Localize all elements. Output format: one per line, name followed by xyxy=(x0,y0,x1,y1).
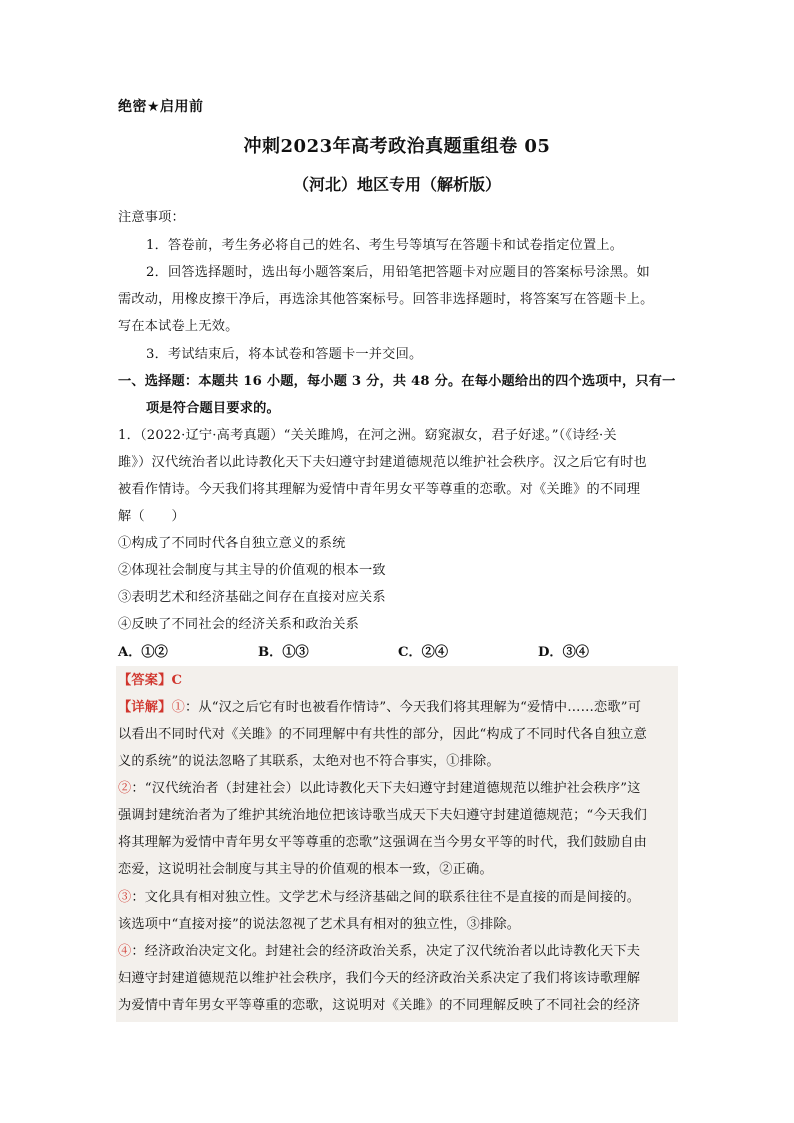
detail-paragraph-4-line-2: 妇遵守封建道德规范以维护社会秩序，我们今天的经济政治关系决定了我们将该诗歌理解 xyxy=(118,971,641,986)
statement-1: ①构成了不同时代各自独立意义的系统 xyxy=(118,536,346,551)
notice-item-2-line-2: 需改动，用橡皮擦干净后，再选涂其他答案标号。回答非选择题时，将答案写在答题卡上。 xyxy=(118,292,654,307)
detail-paragraph-3-line-1: ③：文化具有相对独立性。文学艺术与经济基础之间的联系往往不是直接的而是间接的。 xyxy=(118,890,641,905)
statement-4: ④反映了不同社会的经济关系和政治关系 xyxy=(118,617,359,632)
detail-paragraph-3-line-2: 该选项中“直接对接”的说法忽视了艺术具有相对的独立性，③排除。 xyxy=(118,917,521,932)
question-line-4: 解（ ） xyxy=(118,509,185,524)
detail-paragraph-2-line-2: 强调封建统治者为了维护其统治地位把该诗歌当成天下夫妇遵守封建道德规范；“今天我们 xyxy=(118,808,648,823)
question-line-3: 被看作情诗。今天我们将其理解为爱情中青年男女平等尊重的恋歌。对《关雎》的不同理 xyxy=(118,482,641,497)
detail-paragraph-1-line-2: 以看出不同时代对《关雎》的不同理解中有共性的部分，因此“构成了不同时代各自独立意 xyxy=(118,727,648,742)
detail-paragraph-4-line-3: 为爱情中青年男女平等尊重的恋歌，这说明对《关雎》的不同理解反映了不同社会的经济 xyxy=(118,998,641,1013)
detail-paragraph-2-line-4: 恋爱，这说明社会制度与其主导的价值观的根本一致，②正确。 xyxy=(118,862,493,877)
question-line-2: 雎》）汉代统治者以此诗教化天下夫妇遵守封建道德规范以维护社会秩序。汉之后它有时也 xyxy=(118,455,647,470)
detail-paragraph-1-line-3: 义的系统”的说法忽略了其联系，太绝对也不符合事实，①排除。 xyxy=(118,754,500,769)
secret-label: 绝密★启用前 xyxy=(118,99,204,115)
detail-paragraph-2-line-3: 将其理解为爱情中青年男女平等尊重的恋歌”这强调在当今男女平等的时代，我们鼓励自由 xyxy=(118,835,648,850)
notice-label: 注意事项： xyxy=(118,210,185,225)
question-line-1: 1．（2022·辽宁·高考真题）“关关雎鸠，在河之洲。窈窕淑女，君子好逑。”（《诗经·关 xyxy=(118,428,617,443)
circled-marker: ① xyxy=(171,700,185,715)
section-heading-line-2: 项是符合题目要求的。 xyxy=(146,401,280,416)
detail-paragraph-4-line-1: ④：经济政治决定文化。封建社会的经济政治关系，决定了汉代统治者以此诗教化天下夫 xyxy=(118,944,641,959)
detail-paragraph-2-line-1: ②：“汉代统治者（封建社会）以此诗教化天下夫妇遵守封建道德规范以维护社会秩序”这 xyxy=(118,781,641,796)
section-heading-line-1: 一、选择题：本题共 16 小题，每小题 3 分，共 48 分。在每小题给出的四个选项中，只有一 xyxy=(118,374,676,389)
notice-item-2-line-3: 写在本试卷上无效。 xyxy=(118,319,239,334)
notice-item-1: 1．答卷前，考生务必将自己的姓名、考生号等填写在答题卡和试卷指定位置上。 xyxy=(146,238,624,253)
circled-marker: ② xyxy=(118,781,132,796)
circled-marker: ③ xyxy=(118,890,132,905)
statement-3: ③表明艺术和经济基础之间存在直接对应关系 xyxy=(118,590,386,605)
notice-item-3: 3．考试结束后，将本试卷和答题卡一并交回。 xyxy=(146,347,423,362)
detail-paragraph-1-line-1 xyxy=(118,696,641,715)
notice-item-2-line-1: 2．回答选择题时，选出每小题答案后，用铅笔把答题卡对应题目的答案标号涂黑。如 xyxy=(146,265,650,280)
detail-label: 【详解】 xyxy=(118,700,172,715)
page-title: 冲刺2023年高考政治真题重组卷 05 xyxy=(243,136,551,157)
page-subtitle: （河北）地区专用（解析版） xyxy=(292,175,501,194)
circled-marker: ④ xyxy=(118,944,132,959)
choice-c: C．②④ xyxy=(398,645,449,660)
answer-label: 【答案】C xyxy=(118,673,183,688)
statement-2: ②体现社会制度与其主导的价值观的根本一致 xyxy=(118,563,386,578)
choice-b: B．①③ xyxy=(258,645,309,660)
detail-p1-line1-text: ①：从“汉之后它有时也被看作情诗”、今天我们将其理解为“爱情中……恋歌”可 xyxy=(171,700,642,715)
choice-a: A．①② xyxy=(118,645,168,660)
choice-d: D．③④ xyxy=(538,645,589,660)
